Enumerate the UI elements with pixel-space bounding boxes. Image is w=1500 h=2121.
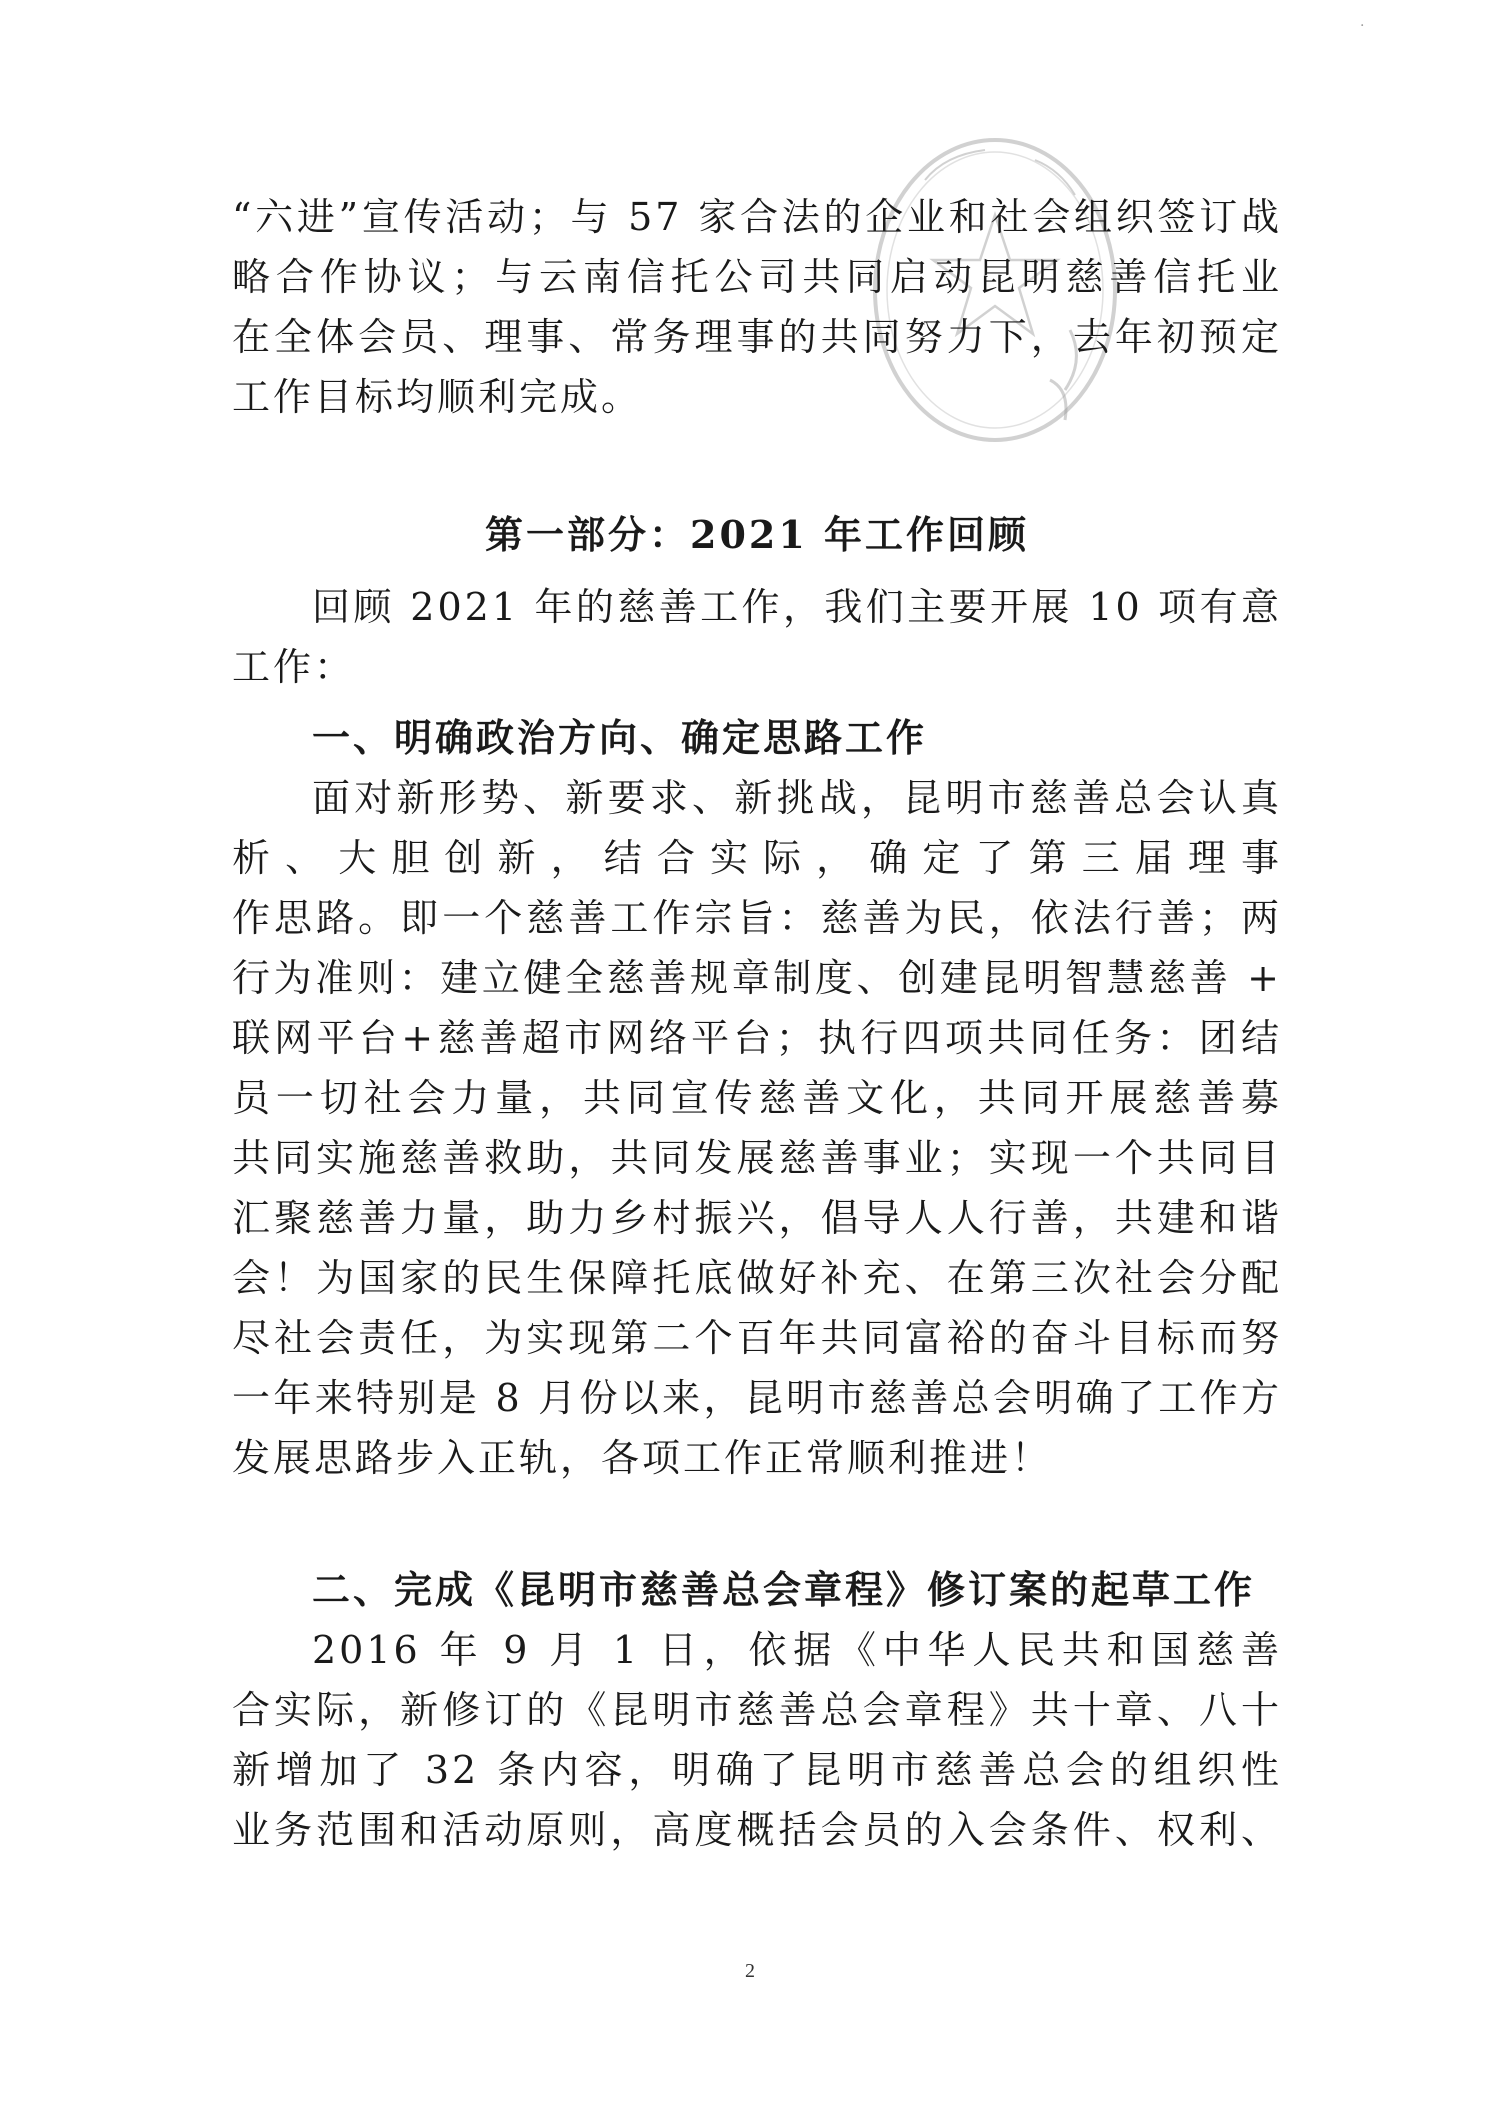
- text-line: 业务范围和活动原则，高度概括会员的入会条件、权利、: [232, 1808, 1282, 1852]
- text-line: 尽社会责任，为实现第二个百年共同富裕的奋斗目标而努: [232, 1316, 1282, 1360]
- section-1: [232, 708, 1282, 1488]
- text-line: 回顾 2021 年的慈善工作，我们主要开展 10 项有意: [312, 585, 1282, 629]
- text-line: 在全体会员、理事、常务理事的共同努力下，去年初预定: [232, 315, 1282, 359]
- scan-mark: ·: [1360, 18, 1365, 34]
- text-line: 会！为国家的民生保障托底做好补充、在第三次社会分配: [232, 1256, 1282, 1300]
- text-line: 员一切社会力量，共同宣传慈善文化，共同开展慈善募: [232, 1076, 1282, 1120]
- text-line: 发展思路步入正轨，各项工作正常顺利推进！: [232, 1436, 1053, 1480]
- part-title: 第一部分：2021 年工作回顾: [485, 512, 1029, 557]
- text-line: 共同实施慈善救助，共同发展慈善事业；实现一个共同目: [232, 1136, 1282, 1180]
- text-line: 新增加了 32 条内容，明确了昆明市慈善总会的组织性: [232, 1748, 1282, 1792]
- text-line: 工作：: [232, 645, 356, 689]
- intro-paragraph: [232, 187, 1282, 427]
- text-line: 合实际，新修订的《昆明市慈善总会章程》共十章、八十: [232, 1688, 1282, 1732]
- text-line: 略合作协议；与云南信托公司共同启动昆明慈善信托业: [232, 255, 1282, 299]
- text-line: 析、大胆创新，结合实际，确定了第三届理事: [232, 836, 1282, 880]
- text-line: 联网平台+慈善超市网络平台；执行四项共同任务：团结: [232, 1016, 1282, 1060]
- section-2-title: 二、完成《昆明市慈善总会章程》修订案的起草工作: [312, 1567, 1256, 1612]
- section-2: [232, 1560, 1282, 1860]
- text-line: 2016 年 9 月 1 日，依据《中华人民共和国慈善: [312, 1628, 1282, 1672]
- text-line: 汇聚慈善力量，助力乡村振兴，倡导人人行善，共建和谐: [232, 1196, 1282, 1240]
- review-paragraph: [232, 577, 1282, 697]
- section-1-title: 一、明确政治方向、确定思路工作: [312, 715, 928, 760]
- text-line: 作思路。即一个慈善工作宗旨：慈善为民，依法行善；两: [232, 896, 1282, 940]
- text-line: 面对新形势、新要求、新挑战，昆明市慈善总会认真: [312, 776, 1282, 820]
- text-line: 工作目标均顺利完成。: [232, 375, 643, 419]
- text-line: 一年来特别是 8 月份以来，昆明市慈善总会明确了工作方: [232, 1376, 1282, 1420]
- text-line: “六进”宣传活动；与 57 家合法的企业和社会组织签订战: [232, 195, 1282, 239]
- page-number: 2: [745, 1960, 755, 1982]
- text-line: 行为准则：建立健全慈善规章制度、创建昆明智慧慈善 +: [232, 956, 1282, 1000]
